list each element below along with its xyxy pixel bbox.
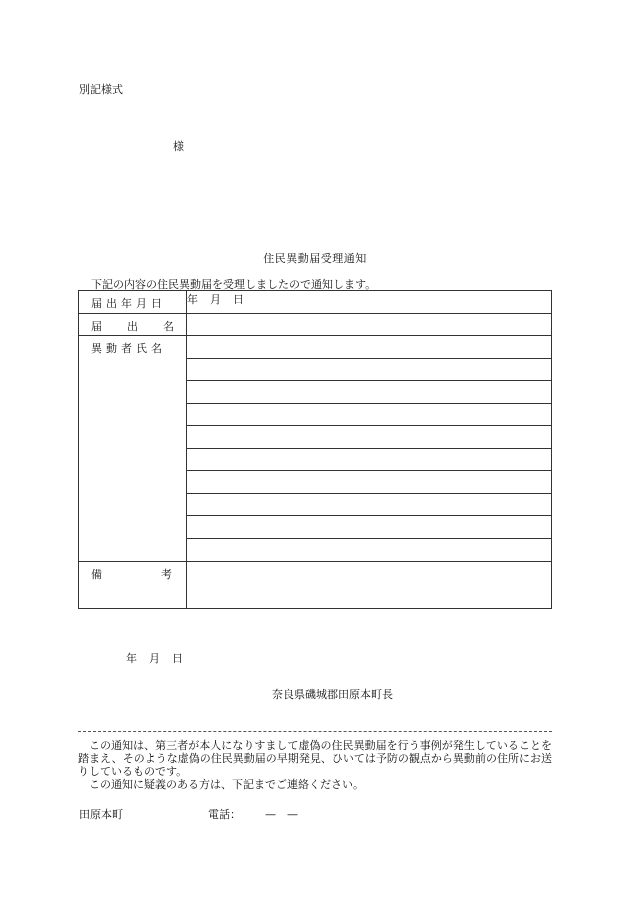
notice-paragraph: この通知に疑義のある方は、下記までご連絡ください。 [89,778,364,791]
remarks-cell [187,562,552,609]
notice-text [78,739,552,791]
document-type-label: 別記様式 [79,83,123,96]
phone-label: 電話： [208,808,241,821]
person-name-cell [187,471,552,494]
intro-text: 下記の内容の住民異動届を受理しましたので通知します。 [91,278,377,291]
date-value-cell: 年 月 日 [187,291,552,314]
issue-date: 年 月 日 [126,652,183,665]
remarks-label: 備 考 [79,562,187,609]
notification-form-table [78,290,552,609]
person-name-cell [187,426,552,449]
person-name-cell [187,381,552,404]
notifier-label: 届 出 名 [79,314,187,336]
table-row [79,314,552,336]
table-row [79,562,552,609]
notice-paragraph: この通知は、第三者が本人になりすまして虚偽の住民異動届を行う事例が発生していることを踏まえ、そのような虚偽の住民異動届の早期発見、ひいては予防の観点から異動前の住所にお送りしているものです。 [78,739,552,778]
signer-name: 奈良県磯城郡田原本町長 [272,688,393,701]
notifier-name-cell [187,314,552,336]
office-name: 田原本町 [79,808,123,821]
cut-line-divider [78,731,552,732]
page-title: 住民異動届受理通知 [263,252,367,265]
person-name-cell [187,359,552,381]
person-name-cell [187,516,552,539]
person-name-cell [187,494,552,516]
phone-number-placeholder: — — [265,808,298,821]
person-name-cell [187,404,552,426]
person-name-cell [187,336,552,359]
table-row [79,336,552,359]
recipient-honorific: 様 [173,140,184,153]
person-name-cell [187,539,552,562]
person-name-cell [187,449,552,471]
table-row [79,291,552,314]
persons-label: 異動者氏名 [79,336,187,562]
date-label: 届出年月日 [79,291,187,314]
